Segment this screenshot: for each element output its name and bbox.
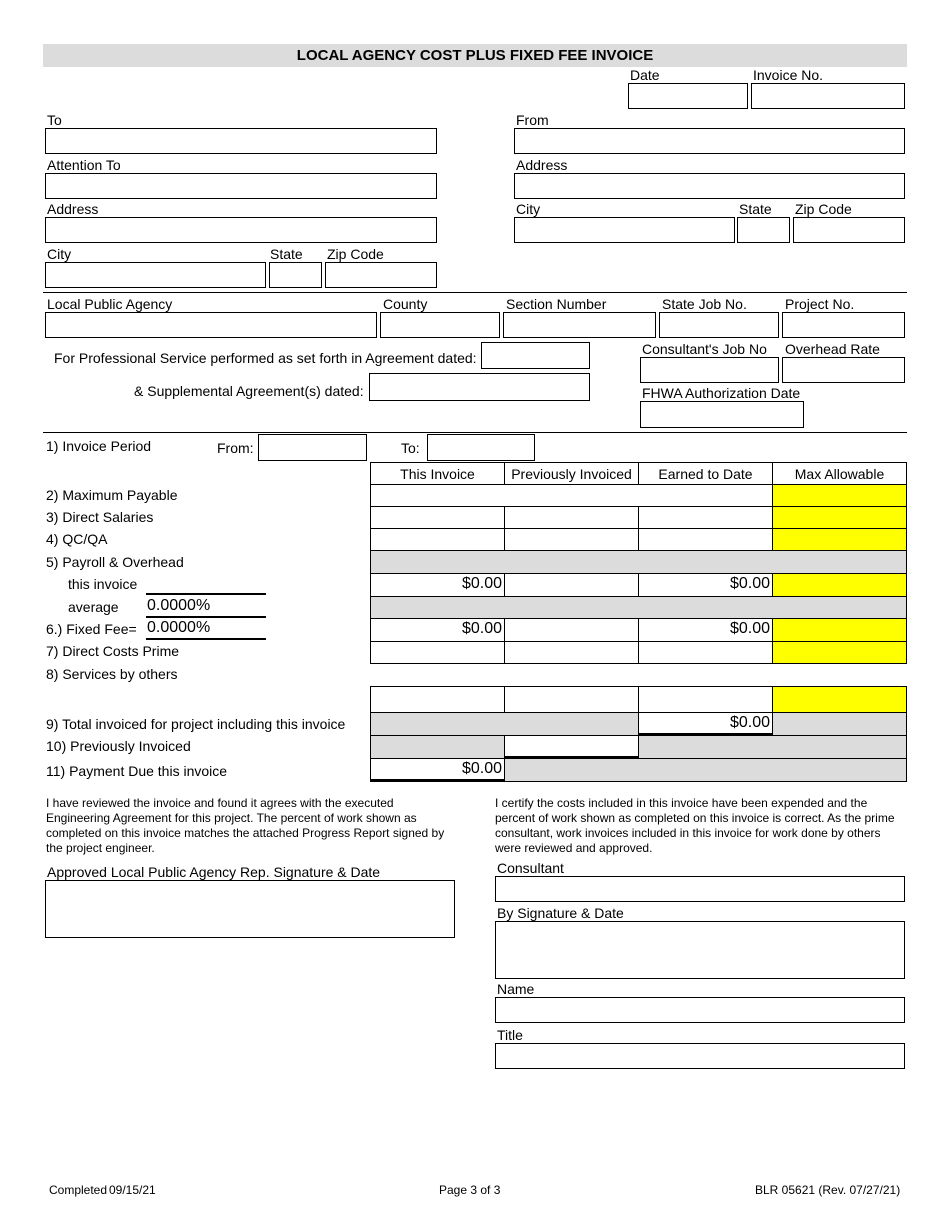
table-cell[interactable]: [504, 735, 639, 759]
row-label-total-invoiced: 9) Total invoiced for project including this invoice: [46, 716, 346, 732]
divider: [43, 432, 907, 433]
period-from-field[interactable]: [258, 434, 367, 461]
table-cell[interactable]: [370, 484, 773, 507]
table-cell[interactable]: [638, 506, 773, 529]
table-cell[interactable]: [772, 528, 907, 551]
table-cell: [370, 712, 639, 736]
name-label: Name: [497, 981, 535, 997]
to-state-field[interactable]: [269, 262, 322, 288]
table-cell: [504, 758, 907, 782]
supplemental-label: & Supplemental Agreement(s) dated:: [134, 383, 364, 399]
table-cell[interactable]: [772, 573, 907, 597]
row-label-average: average: [68, 599, 119, 615]
row-label-payment-due: 11) Payment Due this invoice: [46, 763, 228, 779]
fixed-fee-this-invoice-value: $0.00: [461, 620, 502, 637]
table-cell[interactable]: [370, 506, 505, 529]
agreement-label: For Professional Service performed as set forth in Agreement dated:: [54, 350, 477, 366]
consultant-job-label: Consultant's Job No: [642, 341, 767, 357]
fixed-fee-earned-value: $0.00: [729, 620, 770, 637]
from-address-label: Address: [516, 157, 568, 173]
to-address-field[interactable]: [45, 217, 437, 243]
from-address-field[interactable]: [514, 173, 905, 199]
table-cell[interactable]: [772, 484, 907, 507]
project-no-label: Project No.: [785, 296, 855, 312]
table-cell[interactable]: [772, 506, 907, 529]
period-from-label: From:: [217, 440, 254, 456]
col-header-max-allowable: Max Allowable: [772, 462, 907, 485]
row-label-previously-invoiced: 10) Previously Invoiced: [46, 738, 191, 754]
this-invoice-pct-line: [146, 593, 266, 595]
col-header-previously-invoiced: Previously Invoiced: [504, 462, 639, 485]
table-cell[interactable]: [638, 641, 773, 664]
consultant-field[interactable]: [495, 876, 905, 902]
from-city-label: City: [516, 201, 541, 217]
row-label-direct-costs-prime: 7) Direct Costs Prime: [46, 643, 180, 659]
to-zip-field[interactable]: [325, 262, 437, 288]
invoice-no-field[interactable]: [751, 83, 905, 109]
state-job-field[interactable]: [659, 312, 779, 338]
consultant-label: Consultant: [497, 860, 564, 876]
table-cell: [370, 550, 907, 574]
by-signature-label: By Signature & Date: [497, 905, 624, 921]
section-label: Section Number: [506, 296, 607, 312]
section-field[interactable]: [503, 312, 656, 338]
from-zip-label: Zip Code: [795, 201, 852, 217]
table-cell: [638, 735, 907, 759]
table-cell[interactable]: [370, 686, 505, 713]
completed-date: 09/15/21: [109, 1183, 156, 1197]
table-cell[interactable]: [504, 641, 639, 664]
average-pct: 0.0000%: [147, 597, 211, 614]
from-state-field[interactable]: [737, 217, 790, 243]
lpa-field[interactable]: [45, 312, 377, 338]
table-cell: [370, 735, 505, 759]
table-cell[interactable]: [638, 528, 773, 551]
to-label: To: [47, 112, 62, 128]
table-cell[interactable]: [370, 528, 505, 551]
state-job-label: State Job No.: [662, 296, 747, 312]
from-zip-field[interactable]: [793, 217, 905, 243]
table-cell[interactable]: [638, 686, 773, 713]
supplemental-date-field[interactable]: [369, 373, 590, 401]
table-cell[interactable]: [772, 641, 907, 664]
to-address-label: Address: [47, 201, 99, 217]
project-no-field[interactable]: [782, 312, 905, 338]
fhwa-label: FHWA Authorization Date: [642, 385, 801, 401]
to-city-field[interactable]: [45, 262, 266, 288]
table-cell[interactable]: [370, 641, 505, 664]
overhead-label: Overhead Rate: [785, 341, 880, 357]
row-label-qcqa: 4) QC/QA: [46, 531, 108, 547]
date-field[interactable]: [628, 83, 748, 109]
page-number: Page 3 of 3: [439, 1183, 501, 1197]
divider: [43, 292, 907, 293]
period-to-field[interactable]: [427, 434, 535, 461]
from-state-label: State: [739, 201, 772, 217]
date-label: Date: [630, 67, 660, 83]
table-cell[interactable]: [504, 506, 639, 529]
form-number: BLR 05621 (Rev. 07/27/21): [755, 1183, 901, 1197]
table-cell: [370, 596, 907, 619]
approved-signature-label: Approved Local Public Agency Rep. Signature & Date: [47, 864, 381, 880]
agreement-date-field[interactable]: [481, 342, 590, 369]
from-city-field[interactable]: [514, 217, 735, 243]
fixed-fee-pct: 0.0000%: [147, 619, 211, 636]
completed-label: Completed: [49, 1183, 108, 1197]
to-city-label: City: [47, 246, 72, 262]
payroll-this-invoice-value: $0.00: [461, 575, 502, 592]
from-field[interactable]: [514, 128, 905, 154]
row-label-this-invoice: this invoice: [68, 576, 138, 592]
by-signature-field[interactable]: [495, 921, 905, 979]
invoice-period-label: 1) Invoice Period: [46, 438, 152, 454]
period-to-label: To:: [401, 440, 420, 456]
table-cell[interactable]: [772, 618, 907, 642]
consultant-job-field[interactable]: [640, 357, 779, 383]
consultant-certification-text: I certify the costs included in this invoice have been expended and the percent of work shown as completed on this invoice is correct. As the prime consultant, work invoices included in this invoice for work done by others were reviewed and approved.: [495, 796, 895, 855]
page-title: LOCAL AGENCY COST PLUS FIXED FEE INVOICE: [296, 47, 654, 64]
name-field[interactable]: [495, 997, 905, 1023]
col-header-earned-to-date: Earned to Date: [638, 462, 773, 485]
overhead-field[interactable]: [782, 357, 905, 383]
table-cell: [772, 712, 907, 736]
table-cell[interactable]: [504, 686, 639, 713]
payment-due-value: $0.00: [461, 760, 502, 777]
approved-signature-field[interactable]: [45, 880, 455, 938]
row-label-fixed-fee: 6.) Fixed Fee=: [46, 621, 137, 637]
table-cell[interactable]: [504, 618, 639, 642]
row-label-services-by-others: 8) Services by others: [46, 666, 178, 682]
payroll-earned-value: $0.00: [729, 575, 770, 592]
table-cell[interactable]: [504, 528, 639, 551]
title-field[interactable]: [495, 1043, 905, 1069]
fhwa-field[interactable]: [640, 401, 804, 428]
attention-label: Attention To: [47, 157, 121, 173]
table-cell[interactable]: [504, 573, 639, 597]
col-header-this-invoice: This Invoice: [370, 462, 505, 485]
from-label: From: [516, 112, 549, 128]
county-label: County: [383, 296, 428, 312]
lpa-label: Local Public Agency: [47, 296, 173, 312]
to-state-label: State: [270, 246, 303, 262]
average-pct-line: [146, 616, 266, 618]
row-label-payroll-overhead: 5) Payroll & Overhead: [46, 554, 184, 570]
invoice-no-label: Invoice No.: [753, 67, 824, 83]
title-label: Title: [497, 1027, 523, 1043]
county-field[interactable]: [380, 312, 500, 338]
total-earned-value: $0.00: [729, 714, 770, 731]
attention-field[interactable]: [45, 173, 437, 199]
row-label-direct-salaries: 3) Direct Salaries: [46, 509, 154, 525]
fixed-fee-pct-line: [146, 638, 266, 640]
to-field[interactable]: [45, 128, 437, 154]
to-zip-label: Zip Code: [327, 246, 384, 262]
table-cell[interactable]: [772, 686, 907, 713]
agency-certification-text: I have reviewed the invoice and found it agrees with the executed Engineering Agreement for this project. The percent of work shown as completed on this invoice matches the attached Progress Report signed by the project engineer.: [46, 796, 445, 855]
row-label-maximum-payable: 2) Maximum Payable: [46, 487, 178, 503]
